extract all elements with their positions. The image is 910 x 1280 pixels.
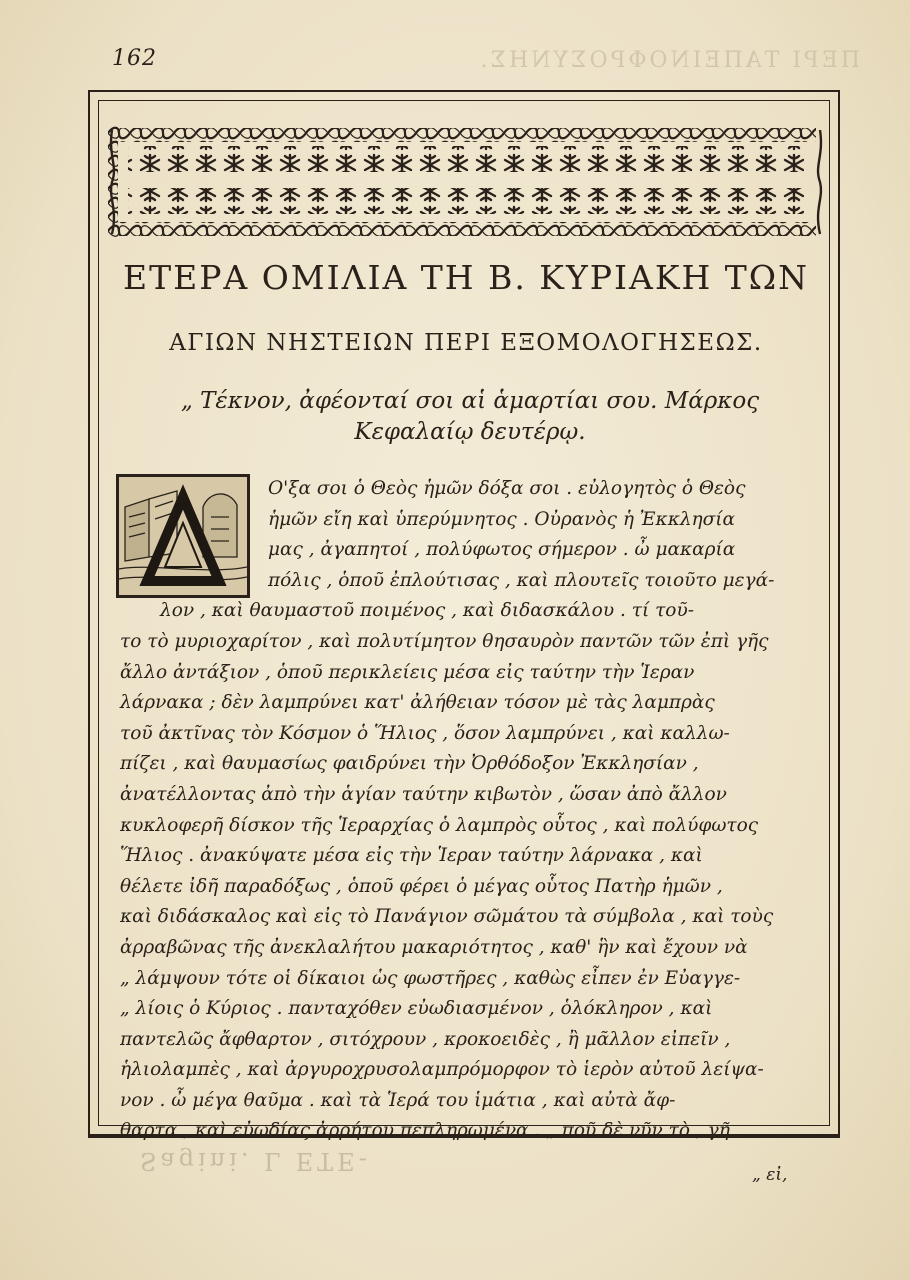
body-line: θέλετε ἰδῆ παραδόξως , ὁποῦ φέρει ὁ μέγας οὗτος Πατὴρ ἡμῶν ,: [120, 875, 723, 897]
body-line: πόλις , ὁποῦ ἐπλούτισας , καὶ πλουτεῖς τοιοῦτο μεγά-: [268, 569, 775, 591]
body-line: πίζει , καὶ θαυμασίως φαιδρύνει τὴν Ὀρθόδοξον Ἐκκλησίαν ,: [120, 753, 699, 775]
body-line: ἡλιολαμπὲς , καὶ ἀργυροχρυσολαμπρόμορφον τὸ ἱερὸν αὐτοῦ λείψα-: [120, 1059, 764, 1081]
homily-title-line-2: ΑΓΙΩΝ ΝΗΣΤΕΙΩΝ ΠΕΡΙ ΕΞΟΜΟΛΟΓΗΣΕΩΣ.: [169, 330, 763, 356]
body-line: ἡμῶν εἴη καὶ ὑπερύμνητος . Οὐρανὸς ἡ Ἐκκλησία: [268, 508, 736, 530]
epigraph-line: Κεφαλαίῳ δευτέρῳ.: [354, 418, 586, 445]
body-line: ἀνατέλλοντας ἀπὸ τὴν ἁγίαν ταύτην κιβωτὸν , ὥσαν ἀπὸ ἄλλον: [120, 783, 727, 805]
body-line: παντελῶς ἄφθαρτον , σιτόχρουν , κροκοειδὲς , ἢ μᾶλλον εἰπεῖν ,: [120, 1028, 731, 1050]
page-number: 162: [112, 46, 157, 71]
body-line: „ λάμψουν τότε οἱ δίκαιοι ὡς φωστῆρες , καθὼς εἶπεν ἐν Εὐαγγε-: [120, 967, 741, 989]
ornament-band-icon: [108, 126, 824, 238]
headpiece-ornament: [108, 126, 824, 238]
body-line: το τὸ μυριοχαρίτον , καὶ πολυτίμητον θησαυρὸν παντῶν τῶν ἐπὶ γῆς: [120, 630, 769, 652]
epigraph-line: „ Τέκνον, ἀφέονταί σοι αἱ ἁμαρτίαι σου. Μάρκος: [180, 388, 760, 414]
body-line: Ο'ξα σοι ὁ Θεὸς ἡμῶν δόξα σοι . εὐλογητὸς ὁ Θεὸς: [268, 478, 746, 499]
epigraph: [150, 385, 790, 446]
body-line: τοῦ ἀκτῖνας τὸν Κόσμον ὁ Ἥλιος , ὅσον λαμπρύνει , καὶ καλλω-: [120, 722, 730, 744]
body-line: νον . ὦ μέγα θαῦμα . καὶ τὰ Ἱερά του ἱμάτια , καὶ αὐτὰ ἄφ-: [120, 1089, 676, 1111]
bleed-through-running-head: ΠΕΡΙ ΤΑΠΕΙΝΟΦΡΟΣΥΝΗΣ.: [477, 48, 860, 73]
body-line: „ λίοις ὁ Κύριος . πανταχόθεν εὐωδιασμένον , ὁλόκληρον , καὶ: [120, 998, 713, 1020]
homily-title-line-1: ΕΤΕΡΑ ΟΜΙΛΙΑ ΤΗ Β. ΚΥΡΙΑΚΗ ΤΩΝ: [123, 258, 809, 297]
body-line: λάρνακα ; δὲν λαμπρύνει κατ' ἀλήθειαν τόσον μὲ τὰς λαμπρὰς: [120, 692, 715, 714]
bottom-rule: [88, 1136, 840, 1138]
body-line: θαρτα , καὶ εὐωδίας ἀρρήτου πεπληρωμένα . „ ποῦ δὲ νῦν τὸ , γῆ: [120, 1120, 730, 1142]
bleed-through-footer: Sagini. L ΕΤΕ-: [140, 1147, 371, 1175]
homily-body: [120, 474, 826, 1147]
body-line: καὶ διδάσκαλος καὶ εἰς τὸ Πανάγιον σῶμάτου τὰ σύμβολα , καὶ τοὺς: [120, 906, 774, 928]
body-line: μας , ἀγαπητοί , πολύφωτος σήμερον . ὦ μακαρία: [268, 539, 736, 561]
catchword: „ εἰ,: [752, 1165, 788, 1185]
body-line: ἄλλο ἀντάξιον , ὁποῦ περικλείεις μέσα εἰς ταύτην τὴν Ἱεραν: [120, 661, 695, 683]
body-line: κυκλοφερῆ δίσκον τῆς Ἱεραρχίας ὁ λαμπρὸς οὗτος , καὶ πολύφωτος: [120, 814, 759, 836]
body-line: ἀρραβῶνας τῆς ἀνεκλαλήτου μακαριότητος , καθ' ἣν καὶ ἔχουν νὰ: [120, 936, 748, 958]
body-line: Ἥλιος . ἀνακύψατε μέσα εἰς τὴν Ἱεραν ταύτην λάρνακα , καὶ: [120, 845, 703, 867]
body-line: λον , καὶ θαυμαστοῦ ποιμένος , καὶ διδασκάλου . τί τοῦ-: [160, 600, 694, 622]
